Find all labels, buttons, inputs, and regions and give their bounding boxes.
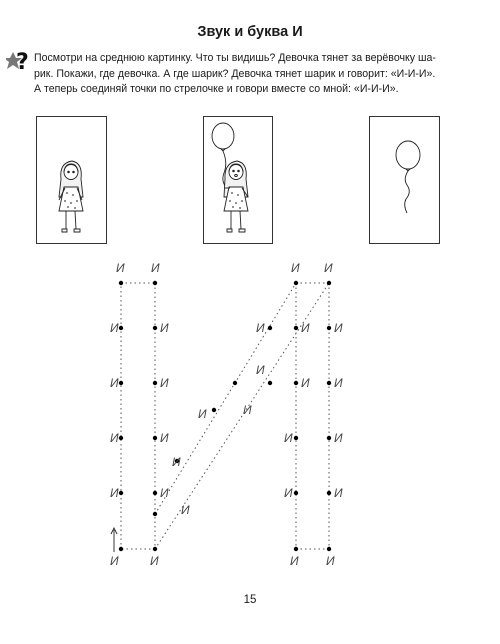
letter-label: И: [334, 486, 343, 500]
letter-label: И: [301, 376, 310, 390]
letter-label: И: [326, 554, 335, 568]
trace-dot[interactable]: [119, 381, 123, 385]
trace-dot[interactable]: [119, 491, 123, 495]
trace-dot[interactable]: [294, 381, 298, 385]
trace-dot[interactable]: [268, 326, 272, 330]
trace-dot[interactable]: [119, 281, 123, 285]
letter-label: И: [334, 376, 343, 390]
trace-dot[interactable]: [327, 436, 331, 440]
instruction-line: А теперь соединяй точки по стрелочке и говори вместе со мной: «И-И-И».: [34, 83, 399, 95]
letter-label: И: [110, 376, 119, 390]
letter-label: И: [172, 455, 181, 469]
trace-dot[interactable]: [153, 512, 157, 516]
start-arrow-icon: [111, 528, 117, 552]
letter-label: И: [284, 486, 293, 500]
letter-label: И: [243, 403, 252, 417]
trace-dot[interactable]: [327, 281, 331, 285]
letter-label: И: [290, 554, 299, 568]
trace-dot[interactable]: [212, 408, 216, 412]
svg-text:?: ?: [16, 50, 29, 74]
trace-dot[interactable]: [153, 436, 157, 440]
instruction-line: рик. Покажи, где девочка. А где шарик? Девочка тянет шарик и говорит: «И-И-И».: [34, 67, 436, 80]
trace-dot[interactable]: [294, 436, 298, 440]
trace-dot[interactable]: [327, 326, 331, 330]
trace-dot[interactable]: [233, 381, 237, 385]
dotted-guide-line: [155, 283, 296, 514]
trace-dot[interactable]: [294, 281, 298, 285]
trace-dot[interactable]: [153, 547, 157, 551]
letter-label: И: [291, 261, 300, 275]
letter-label: И: [160, 376, 169, 390]
letter-label: И: [160, 321, 169, 335]
trace-dot[interactable]: [119, 436, 123, 440]
trace-dot[interactable]: [119, 326, 123, 330]
letter-label: И: [160, 431, 169, 445]
letter-label: И: [110, 486, 119, 500]
trace-dot[interactable]: [327, 547, 331, 551]
instruction-line: Посмотри на среднюю картинку. Что ты видишь? Девочка тянет за верёвочку ша-: [34, 52, 436, 64]
trace-dot[interactable]: [294, 491, 298, 495]
trace-dot[interactable]: [119, 547, 123, 551]
letter-label: И: [256, 321, 265, 335]
letter-label: И: [198, 407, 207, 421]
letter-label: И: [301, 321, 310, 335]
trace-dot[interactable]: [153, 326, 157, 330]
letter-label: И: [116, 261, 125, 275]
letter-label: И: [256, 363, 265, 377]
page-number: 15: [243, 594, 257, 606]
letter-label: И: [324, 261, 333, 275]
letter-label: И: [110, 321, 119, 335]
letter-label: И: [160, 486, 169, 500]
trace-dot[interactable]: [327, 381, 331, 385]
trace-dot[interactable]: [294, 326, 298, 330]
page-title: Звук и буква И: [197, 24, 303, 40]
trace-dot[interactable]: [153, 381, 157, 385]
letter-label: И: [110, 431, 119, 445]
letter-label: И: [284, 431, 293, 445]
letter-label: И: [151, 261, 160, 275]
letter-label: И: [334, 431, 343, 445]
letter-label: И: [334, 321, 343, 335]
trace-dot[interactable]: [153, 491, 157, 495]
trace-dot[interactable]: [268, 381, 272, 385]
trace-dot[interactable]: [327, 491, 331, 495]
trace-dot[interactable]: [294, 547, 298, 551]
letter-label: И: [181, 503, 190, 517]
letter-label: И: [150, 554, 159, 568]
trace-dot[interactable]: [153, 281, 157, 285]
letter-label: И: [110, 554, 119, 568]
